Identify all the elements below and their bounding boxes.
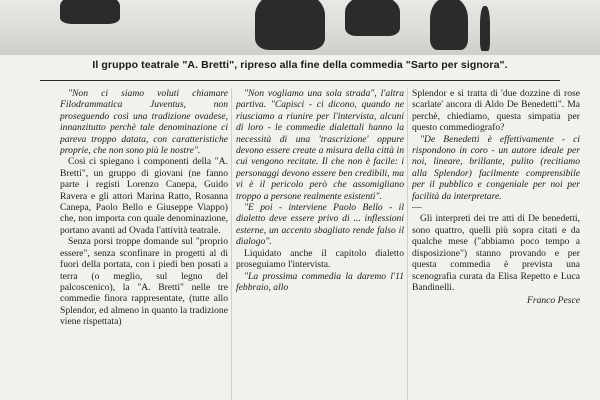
paragraph: Liquidato anche il capitolo dialetto proseguiamo l'intervista. [236, 247, 404, 271]
photo-caption: Il gruppo teatrale "A. Bretti", ripreso alla fine della commedia "Sarto per signora". [92, 59, 508, 71]
paragraph: "Non ci siamo voluti chiamare Filodrammatica Juventus, non proseguendo così una tradizione ovadese, innanzitutto perchè tale denominazione ci pareva troppo datata, con caratteristiche proprie, che non sono più le nostre". [60, 88, 228, 157]
paragraph: Splendor e si tratta di 'due dozzine di rose scarlate' ancora di Aldo De Benedetti". Ma perchè, chiediamo, questa simpatia per questo commediografo? [412, 88, 580, 134]
divider [40, 80, 560, 81]
dash-separator: — [412, 202, 422, 214]
paragraph: "De Benedetti è effettivamente - ci rispondono in coro - un autore ideale per noi, lineare, brillante, pulito (recitiamo alla Splendor) facilmente comprensibile per il pubblico e congeniale per noi per facilità da interpretare. [412, 133, 580, 202]
paragraph: Gli interpreti dei tre atti di De benedetti, sono quattro, quelli più sopra citati e da qualche mese ("abbiamo poco tempo a disposizione") stanno provando e per questa commedia è prevista una scenografia curata da Elisa Repetto e Luca Bandinelli. [412, 213, 580, 293]
paragraph: Senza porsi troppe domande sul "proprio essere", senza sconfinare in progetti al di fuori della portata, con i piedi ben posati a terra (o meglio, sul legno del palcoscenico), la "A. Bretti" nelle tre commedie finora rappresentate, (tutte allo Splendor, ed almeno in quanto la tradizione viene rispettata) [60, 236, 228, 328]
paragraph: "Non vogliamo una sola strada", l'altra partiva. "Capisci - ci dicono, quando ne riusciamo a riunire per l'intervista, alcuni di loro - le commedie dialettali hanno la necessità di una 'trascrizione' oppure devono essere create a misura della città in cui vengono recitate. Il che non è facile: i personaggi devono essere ben credibili, ma vi è il pericolo però che assomigliano troppo a persone realmente esistenti". [236, 88, 404, 202]
paragraph: Così ci spiegano i componenti della "A. Bretti", un gruppo di giovani (ne fanno parte i registi Lorenzo Canepa, Guido Ravera e gli attori Marina Ratto, Rosanna Canepa, Paolo Bello e Giuseppe Viappo) che, non importa con quale denominazione, portano avanti ad Ovada l'attività teatrale. [60, 156, 228, 236]
article-column-2 [236, 88, 404, 400]
author-signature: Franco Pesce [526, 295, 580, 307]
paragraph: "La prossima commedia la daremo l'11 febbraio, allo [236, 270, 404, 293]
column-separator [407, 88, 408, 400]
article-column-1 [60, 88, 228, 400]
photo [0, 0, 600, 55]
paragraph: "E poi - interviene Paolo Bello - il dialetto deve essere privo di ... inflessioni esterne, un accento sbagliato rende falso il dialogo". [236, 202, 404, 248]
column-separator [231, 88, 232, 400]
article-column-3 [412, 88, 580, 400]
